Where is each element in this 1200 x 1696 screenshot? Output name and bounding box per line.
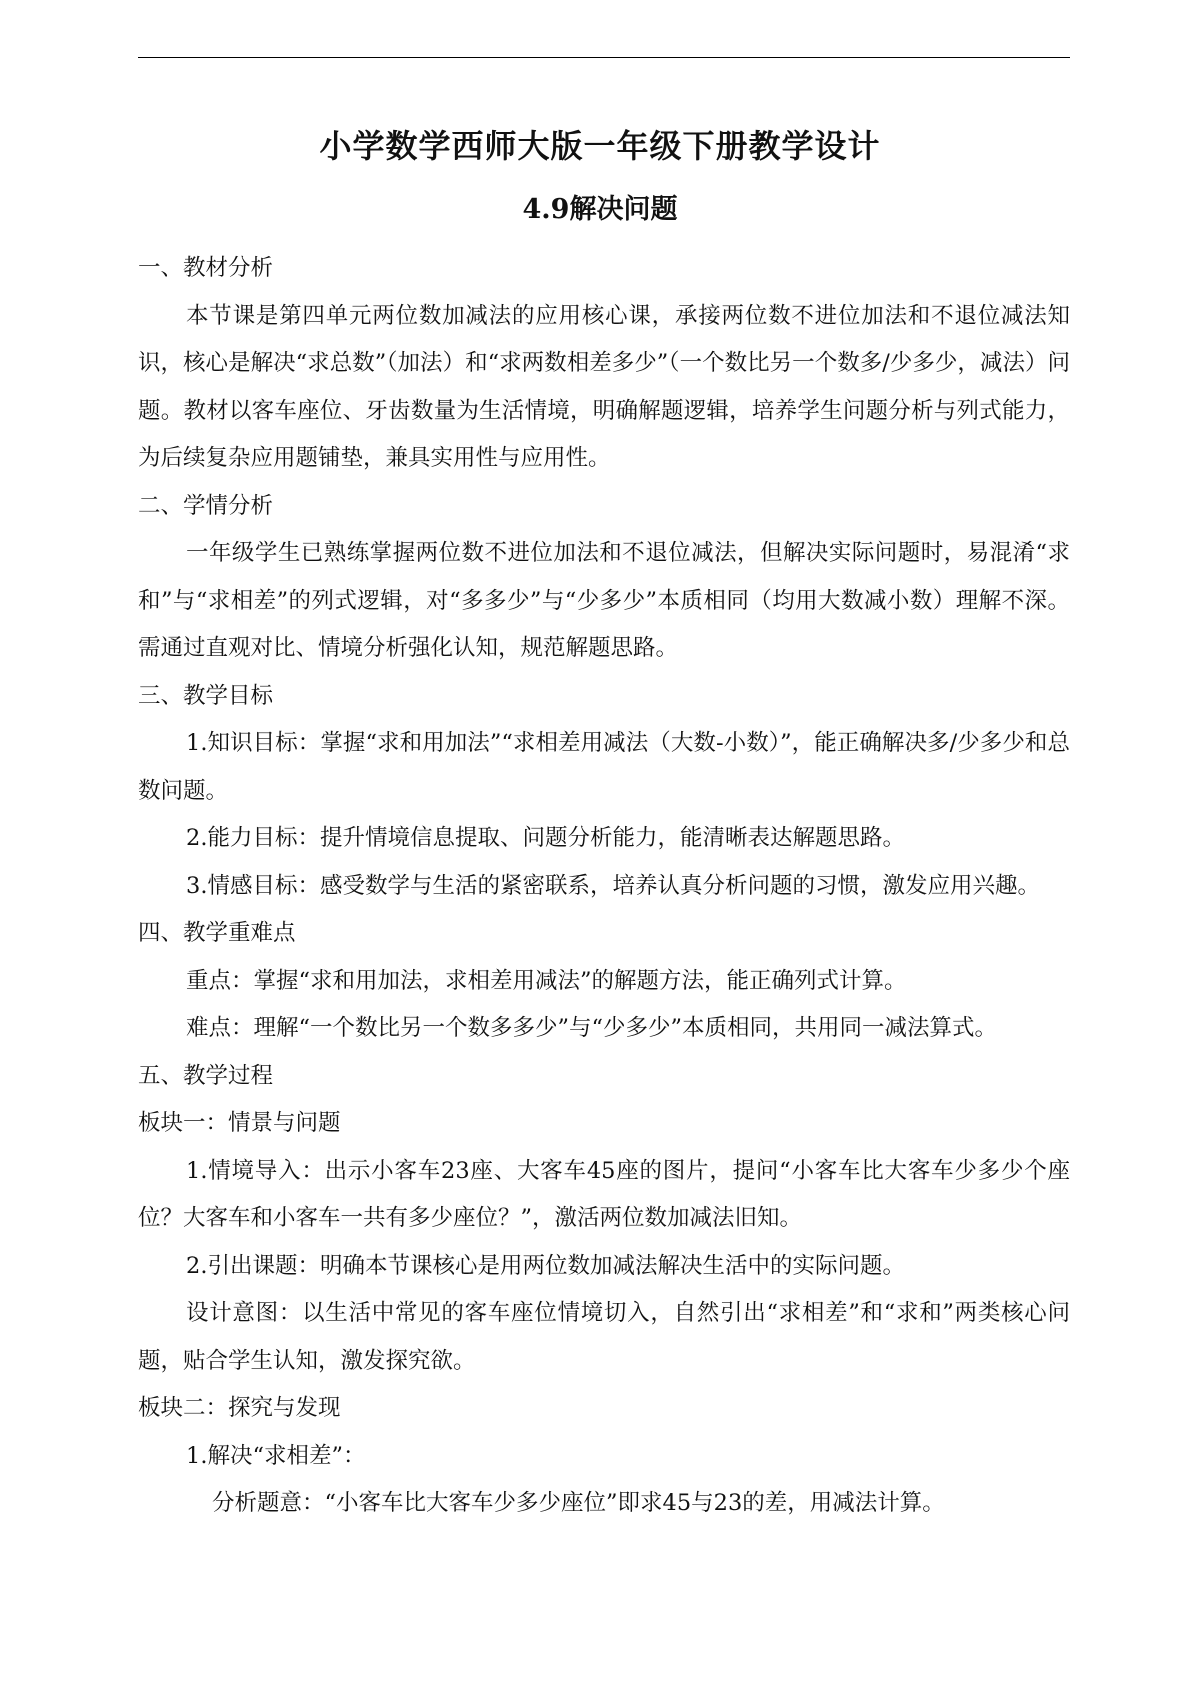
key-point: 重点：掌握“求和用加法，求相差用减法”的解题方法，能正确列式计算。 [186, 967, 907, 994]
document-subtitle: 4.9解决问题 [522, 194, 678, 225]
design-intent: 设计意图：以生活中常见的客车座位情境切入，自然引出“求相差”和“求和”两类核心问题，贴合学生认知，激发探究欲。 [138, 1300, 1070, 1374]
document-title: 小学数学西师大版一年级下册教学设计 [319, 127, 881, 165]
block-heading-scenario: 板块一：情景与问题 [138, 1110, 341, 1136]
section-heading-teaching-goals: 三、教学目标 [138, 682, 274, 709]
process-step-topic: 2.引出课题：明确本节课核心是用两位数加减法解决生活中的实际问题。 [186, 1252, 905, 1279]
difficult-point: 难点：理解“一个数比另一个数多多少”与“少多少”本质相同，共用同一减法算式。 [186, 1015, 998, 1041]
section-heading-student-analysis: 二、学情分析 [138, 492, 274, 519]
goal-emotion: 3.情感目标：感受数学与生活的紧密联系，培养认真分析问题的习惯，激发应用兴趣。 [186, 872, 1040, 899]
process-step-introduction: 1.情境导入：出示小客车23座、大客车45座的图片，提问“小客车比大客车少多少个座位？大客车和小客车一共有多少座位？”，激活两位数加减法旧知。 [138, 1157, 1070, 1231]
document-body [138, 245, 1070, 1528]
section-heading-teaching-process: 五、教学过程 [138, 1062, 274, 1089]
explore-analysis: 分析题意：“小客车比大客车少多少座位”即求45与23的差，用减法计算。 [212, 1490, 945, 1516]
header-rule [138, 57, 1070, 58]
goal-knowledge: 1.知识目标：掌握“求和用加法”“求相差用减法（大数-小数）”，能正确解决多/少多少和总数问题。 [138, 730, 1070, 804]
section-heading-key-points: 四、教学重难点 [138, 920, 296, 946]
section-heading-material-analysis: 一、教材分析 [138, 255, 274, 281]
explore-step-difference: 1.解决“求相差”： [186, 1442, 366, 1469]
block-heading-explore: 板块二：探究与发现 [138, 1395, 341, 1421]
paragraph-material-analysis: 本节课是第四单元两位数加减法的应用核心课，承接两位数不进位加法和不退位减法知识，核心是解决“求总数”（加法）和“求两数相差多少”（一个数比另一个数多/少多少，减法）问题。教材以客车座位、牙齿数量为生活情境，明确解题逻辑，培养学生问题分析与列式能力，为后续复杂应用题铺垫，兼具实用性与应用性。 [138, 302, 1070, 471]
paragraph-student-analysis: 一年级学生已熟练掌握两位数不进位加法和不退位减法，但解决实际问题时，易混淆“求和”与“求相差”的列式逻辑，对“多多少”与“少多少”本质相同（均用大数减小数）理解不深。需通过直观对比、情境分析强化认知，规范解题思路。 [138, 540, 1070, 661]
goal-ability: 2.能力目标：提升情境信息提取、问题分析能力，能清晰表达解题思路。 [186, 825, 905, 851]
